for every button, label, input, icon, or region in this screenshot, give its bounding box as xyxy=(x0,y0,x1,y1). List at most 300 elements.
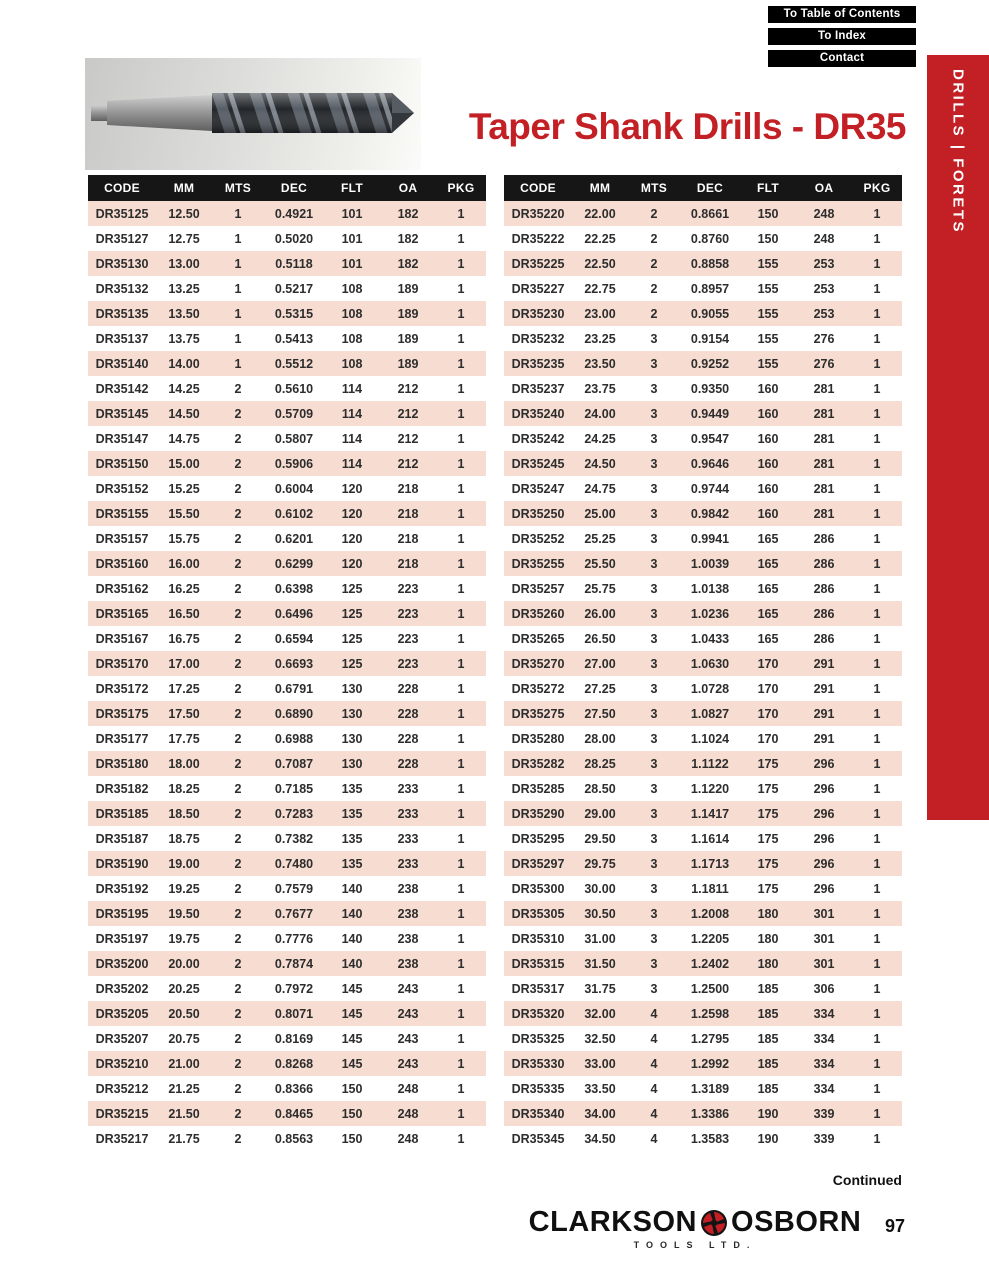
table-cell: 1 xyxy=(436,776,486,801)
table-cell: 1 xyxy=(436,301,486,326)
table-cell: 339 xyxy=(796,1101,852,1126)
table-row xyxy=(88,301,486,326)
table-cell: DR35237 xyxy=(504,376,572,401)
table-cell: 12.75 xyxy=(156,226,212,251)
table-cell: 1 xyxy=(852,1001,902,1026)
column-header: FLT xyxy=(740,175,796,201)
table-cell: 1 xyxy=(436,401,486,426)
table-cell: 296 xyxy=(796,776,852,801)
table-cell: 185 xyxy=(740,1001,796,1026)
table-cell: 1 xyxy=(212,326,264,351)
table-cell: 14.75 xyxy=(156,426,212,451)
table-row xyxy=(88,926,486,951)
table-cell: 18.00 xyxy=(156,751,212,776)
table-cell: 1 xyxy=(212,276,264,301)
table-cell: 1 xyxy=(436,626,486,651)
table-cell: 1 xyxy=(436,276,486,301)
table-row xyxy=(504,301,902,326)
table-row xyxy=(88,401,486,426)
table-cell: 334 xyxy=(796,1076,852,1101)
table-cell: 182 xyxy=(380,226,436,251)
table-row xyxy=(504,326,902,351)
nav-table-of-contents-button[interactable]: To Table of Contents xyxy=(767,5,917,24)
table-cell: 223 xyxy=(380,576,436,601)
table-cell: 3 xyxy=(628,401,680,426)
table-cell: 33.50 xyxy=(572,1076,628,1101)
table-cell: 125 xyxy=(324,576,380,601)
table-row xyxy=(504,901,902,926)
table-cell: 233 xyxy=(380,851,436,876)
table-cell: 170 xyxy=(740,676,796,701)
table-cell: 2 xyxy=(212,451,264,476)
table-cell: 114 xyxy=(324,401,380,426)
table-row xyxy=(504,976,902,1001)
table-cell: 15.00 xyxy=(156,451,212,476)
table-cell: DR35180 xyxy=(88,751,156,776)
table-cell: 0.5217 xyxy=(264,276,324,301)
table-cell: 0.6004 xyxy=(264,476,324,501)
table-cell: 0.6102 xyxy=(264,501,324,526)
table-cell: 160 xyxy=(740,451,796,476)
table-cell: 23.00 xyxy=(572,301,628,326)
table-row xyxy=(504,251,902,276)
table-cell: 170 xyxy=(740,701,796,726)
table-cell: 120 xyxy=(324,526,380,551)
table-cell: 253 xyxy=(796,276,852,301)
table-cell: 4 xyxy=(628,1126,680,1151)
table-cell: 2 xyxy=(628,201,680,226)
table-cell: 189 xyxy=(380,351,436,376)
table-cell: 1.3189 xyxy=(680,1076,740,1101)
table-cell: DR35317 xyxy=(504,976,572,1001)
table-row xyxy=(504,1001,902,1026)
table-cell: 1.0138 xyxy=(680,576,740,601)
table-cell: 1 xyxy=(436,251,486,276)
table-cell: 1 xyxy=(852,951,902,976)
table-cell: 155 xyxy=(740,251,796,276)
table-cell: 34.50 xyxy=(572,1126,628,1151)
table-cell: 145 xyxy=(324,1001,380,1026)
table-cell: 2 xyxy=(628,276,680,301)
table-row xyxy=(504,501,902,526)
table-cell: DR35160 xyxy=(88,551,156,576)
table-cell: 1 xyxy=(436,451,486,476)
table-cell: 0.6594 xyxy=(264,626,324,651)
table-cell: 0.9252 xyxy=(680,351,740,376)
table-cell: 13.25 xyxy=(156,276,212,301)
table-body-right xyxy=(504,201,902,1151)
table-cell: 2 xyxy=(628,301,680,326)
table-cell: DR35305 xyxy=(504,901,572,926)
table-cell: 296 xyxy=(796,826,852,851)
table-cell: 22.25 xyxy=(572,226,628,251)
table-cell: 1 xyxy=(436,601,486,626)
table-cell: 0.7480 xyxy=(264,851,324,876)
table-cell: 2 xyxy=(212,951,264,976)
table-cell: 0.6988 xyxy=(264,726,324,751)
table-row xyxy=(504,801,902,826)
table-cell: 23.50 xyxy=(572,351,628,376)
table-cell: DR35225 xyxy=(504,251,572,276)
table-cell: 155 xyxy=(740,351,796,376)
table-cell: DR35260 xyxy=(504,601,572,626)
table-cell: DR35275 xyxy=(504,701,572,726)
table-row xyxy=(88,251,486,276)
table-cell: 1 xyxy=(436,926,486,951)
table-cell: 2 xyxy=(212,576,264,601)
table-cell: 32.00 xyxy=(572,1001,628,1026)
table-cell: 23.75 xyxy=(572,376,628,401)
table-row xyxy=(88,526,486,551)
table-cell: 1.1122 xyxy=(680,751,740,776)
table-cell: 160 xyxy=(740,476,796,501)
table-cell: 248 xyxy=(796,201,852,226)
table-cell: 2 xyxy=(212,501,264,526)
table-cell: 0.9055 xyxy=(680,301,740,326)
table-cell: 0.8169 xyxy=(264,1026,324,1051)
table-cell: 2 xyxy=(212,726,264,751)
table-cell: 218 xyxy=(380,476,436,501)
table-row xyxy=(88,1001,486,1026)
table-cell: 4 xyxy=(628,1001,680,1026)
table-cell: 1.2598 xyxy=(680,1001,740,1026)
table-cell: 1 xyxy=(852,476,902,501)
table-cell: 3 xyxy=(628,951,680,976)
table-row xyxy=(88,826,486,851)
table-cell: DR35280 xyxy=(504,726,572,751)
table-cell: 1.2795 xyxy=(680,1026,740,1051)
table-cell: 228 xyxy=(380,726,436,751)
table-cell: 3 xyxy=(628,976,680,1001)
table-cell: 13.50 xyxy=(156,301,212,326)
column-header: PKG xyxy=(852,175,902,201)
table-cell: 28.50 xyxy=(572,776,628,801)
table-cell: 3 xyxy=(628,501,680,526)
table-cell: 1 xyxy=(852,876,902,901)
table-cell: 1 xyxy=(436,701,486,726)
table-row xyxy=(504,526,902,551)
table-cell: 21.50 xyxy=(156,1101,212,1126)
table-row xyxy=(504,826,902,851)
table-cell: DR35195 xyxy=(88,901,156,926)
table-cell: DR35177 xyxy=(88,726,156,751)
table-cell: 24.75 xyxy=(572,476,628,501)
table-cell: 1 xyxy=(436,1001,486,1026)
table-row xyxy=(88,951,486,976)
table-cell: 248 xyxy=(380,1076,436,1101)
table-cell: DR35167 xyxy=(88,626,156,651)
table-cell: 1 xyxy=(852,551,902,576)
table-cell: 281 xyxy=(796,501,852,526)
table-row xyxy=(504,701,902,726)
table-cell: 3 xyxy=(628,626,680,651)
table-row xyxy=(504,451,902,476)
table-row xyxy=(504,601,902,626)
table-cell: 1.2992 xyxy=(680,1051,740,1076)
table-cell: 1 xyxy=(436,901,486,926)
table-cell: 3 xyxy=(628,551,680,576)
table-cell: 2 xyxy=(212,776,264,801)
table-cell: 15.25 xyxy=(156,476,212,501)
table-cell: 1.2205 xyxy=(680,926,740,951)
table-cell: DR35185 xyxy=(88,801,156,826)
table-cell: 135 xyxy=(324,801,380,826)
table-cell: 1 xyxy=(852,451,902,476)
table-cell: 22.00 xyxy=(572,201,628,226)
table-cell: 2 xyxy=(212,801,264,826)
table-cell: 1 xyxy=(436,1101,486,1126)
table-cell: DR35187 xyxy=(88,826,156,851)
table-cell: 17.00 xyxy=(156,651,212,676)
table-cell: 281 xyxy=(796,451,852,476)
table-cell: DR35330 xyxy=(504,1051,572,1076)
table-cell: 182 xyxy=(380,251,436,276)
table-cell: 114 xyxy=(324,376,380,401)
table-cell: 223 xyxy=(380,601,436,626)
table-cell: 15.50 xyxy=(156,501,212,526)
table-cell: DR35257 xyxy=(504,576,572,601)
table-cell: DR35325 xyxy=(504,1026,572,1051)
table-cell: 248 xyxy=(380,1126,436,1151)
table-row xyxy=(504,551,902,576)
table-cell: 1.2402 xyxy=(680,951,740,976)
table-cell: 28.00 xyxy=(572,726,628,751)
table-cell: 1 xyxy=(436,876,486,901)
table-cell: 101 xyxy=(324,251,380,276)
table-cell: 21.00 xyxy=(156,1051,212,1076)
table-cell: 276 xyxy=(796,326,852,351)
table-cell: DR35232 xyxy=(504,326,572,351)
table-cell: DR35172 xyxy=(88,676,156,701)
table-row xyxy=(88,1026,486,1051)
table-cell: 20.75 xyxy=(156,1026,212,1051)
sidebar-section-label: DRILLS | FORETS xyxy=(949,69,967,235)
table-cell: DR35217 xyxy=(88,1126,156,1151)
table-cell: 212 xyxy=(380,376,436,401)
table-cell: 165 xyxy=(740,551,796,576)
table-cell: 1 xyxy=(852,201,902,226)
table-cell: 145 xyxy=(324,1026,380,1051)
table-cell: DR35207 xyxy=(88,1026,156,1051)
table-cell: 2 xyxy=(212,751,264,776)
table-row xyxy=(504,651,902,676)
table-cell: 1 xyxy=(852,701,902,726)
table-cell: DR35247 xyxy=(504,476,572,501)
table-cell: 140 xyxy=(324,926,380,951)
table-cell: 0.8957 xyxy=(680,276,740,301)
table-cell: DR35320 xyxy=(504,1001,572,1026)
taper-shank-drill-illustration xyxy=(90,68,416,160)
table-cell: 0.9547 xyxy=(680,426,740,451)
table-row xyxy=(88,426,486,451)
table-cell: 2 xyxy=(212,851,264,876)
table-cell: 20.25 xyxy=(156,976,212,1001)
table-cell: 19.75 xyxy=(156,926,212,951)
table-cell: 130 xyxy=(324,726,380,751)
table-cell: DR35135 xyxy=(88,301,156,326)
table-cell: 3 xyxy=(628,676,680,701)
nav-index-button[interactable]: To Index xyxy=(767,27,917,46)
table-cell: 2 xyxy=(212,926,264,951)
table-cell: 31.50 xyxy=(572,951,628,976)
table-cell: 3 xyxy=(628,926,680,951)
table-cell: 190 xyxy=(740,1101,796,1126)
table-cell: 1 xyxy=(436,751,486,776)
table-cell: 108 xyxy=(324,351,380,376)
table-cell: 296 xyxy=(796,801,852,826)
table-cell: 1 xyxy=(852,576,902,601)
table-cell: DR35335 xyxy=(504,1076,572,1101)
table-cell: 26.00 xyxy=(572,601,628,626)
table-cell: 1.0728 xyxy=(680,676,740,701)
table-row xyxy=(88,701,486,726)
table-cell: DR35130 xyxy=(88,251,156,276)
table-cell: DR35270 xyxy=(504,651,572,676)
table-row xyxy=(504,676,902,701)
table-header-row xyxy=(504,175,902,201)
table-cell: 16.50 xyxy=(156,601,212,626)
table-cell: 14.25 xyxy=(156,376,212,401)
table-cell: 20.50 xyxy=(156,1001,212,1026)
column-header: MM xyxy=(156,175,212,201)
table-row xyxy=(504,1076,902,1101)
table-cell: 238 xyxy=(380,926,436,951)
table-cell: 101 xyxy=(324,201,380,226)
table-row xyxy=(504,876,902,901)
table-cell: 0.5807 xyxy=(264,426,324,451)
table-cell: 1.0039 xyxy=(680,551,740,576)
table-cell: 243 xyxy=(380,976,436,1001)
brand-name-clarkson: CLARKSON xyxy=(528,1206,698,1238)
table-cell: 0.7972 xyxy=(264,976,324,1001)
table-cell: 180 xyxy=(740,951,796,976)
table-cell: 0.9449 xyxy=(680,401,740,426)
table-cell: DR35300 xyxy=(504,876,572,901)
table-cell: 175 xyxy=(740,826,796,851)
table-cell: 286 xyxy=(796,601,852,626)
table-cell: 1 xyxy=(852,1101,902,1126)
table-cell: 28.25 xyxy=(572,751,628,776)
table-cell: 2 xyxy=(212,626,264,651)
table-cell: 29.50 xyxy=(572,826,628,851)
table-cell: 0.6299 xyxy=(264,551,324,576)
table-cell: DR35215 xyxy=(88,1101,156,1126)
table-cell: 0.5709 xyxy=(264,401,324,426)
table-cell: 114 xyxy=(324,451,380,476)
table-cell: 19.00 xyxy=(156,851,212,876)
table-cell: 3 xyxy=(628,426,680,451)
table-cell: DR35197 xyxy=(88,926,156,951)
table-cell: 26.50 xyxy=(572,626,628,651)
table-cell: 286 xyxy=(796,551,852,576)
table-cell: 182 xyxy=(380,201,436,226)
table-cell: 243 xyxy=(380,1026,436,1051)
table-cell: 0.7579 xyxy=(264,876,324,901)
table-cell: 0.5118 xyxy=(264,251,324,276)
table-cell: 18.75 xyxy=(156,826,212,851)
table-cell: 1 xyxy=(436,1051,486,1076)
table-cell: 2 xyxy=(212,901,264,926)
table-cell: 0.9744 xyxy=(680,476,740,501)
table-cell: 1 xyxy=(852,1076,902,1101)
table-cell: 120 xyxy=(324,476,380,501)
table-cell: 3 xyxy=(628,776,680,801)
table-cell: 1 xyxy=(852,976,902,1001)
table-cell: 2 xyxy=(212,1076,264,1101)
table-cell: 150 xyxy=(740,226,796,251)
table-cell: DR35152 xyxy=(88,476,156,501)
table-cell: 30.50 xyxy=(572,901,628,926)
table-cell: 0.7283 xyxy=(264,801,324,826)
table-cell: DR35147 xyxy=(88,426,156,451)
nav-contact-button[interactable]: Contact xyxy=(767,49,917,68)
table-cell: 1 xyxy=(852,351,902,376)
table-row xyxy=(88,276,486,301)
table-cell: 0.7776 xyxy=(264,926,324,951)
table-cell: DR35150 xyxy=(88,451,156,476)
table-cell: 1.3386 xyxy=(680,1101,740,1126)
table-cell: 32.50 xyxy=(572,1026,628,1051)
table-cell: 25.00 xyxy=(572,501,628,526)
table-cell: 155 xyxy=(740,326,796,351)
table-cell: 3 xyxy=(628,476,680,501)
table-cell: 1 xyxy=(436,551,486,576)
table-cell: DR35210 xyxy=(88,1051,156,1076)
table-cell: 24.50 xyxy=(572,451,628,476)
table-cell: DR35137 xyxy=(88,326,156,351)
table-cell: 2 xyxy=(212,476,264,501)
table-cell: 135 xyxy=(324,851,380,876)
table-cell: 25.75 xyxy=(572,576,628,601)
table-cell: 165 xyxy=(740,601,796,626)
table-cell: 1 xyxy=(212,301,264,326)
table-cell: 135 xyxy=(324,776,380,801)
table-cell: 1 xyxy=(852,526,902,551)
table-cell: DR35175 xyxy=(88,701,156,726)
table-cell: 108 xyxy=(324,301,380,326)
table-cell: 1.1417 xyxy=(680,801,740,826)
table-cell: DR35205 xyxy=(88,1001,156,1026)
column-header: MTS xyxy=(628,175,680,201)
table-cell: 218 xyxy=(380,551,436,576)
table-cell: 125 xyxy=(324,626,380,651)
table-cell: 0.8858 xyxy=(680,251,740,276)
top-nav xyxy=(767,5,917,68)
table-cell: 1 xyxy=(852,1051,902,1076)
drill-photo xyxy=(85,58,421,170)
table-cell: 30.00 xyxy=(572,876,628,901)
table-cell: 21.75 xyxy=(156,1126,212,1151)
table-cell: 4 xyxy=(628,1076,680,1101)
table-cell: 1 xyxy=(436,1026,486,1051)
table-row xyxy=(88,351,486,376)
table-cell: 291 xyxy=(796,726,852,751)
table-cell: 3 xyxy=(628,451,680,476)
table-cell: 238 xyxy=(380,951,436,976)
table-cell: 218 xyxy=(380,526,436,551)
table-cell: 0.8071 xyxy=(264,1001,324,1026)
table-cell: 24.00 xyxy=(572,401,628,426)
table-cell: 33.00 xyxy=(572,1051,628,1076)
table-cell: DR35250 xyxy=(504,501,572,526)
table-cell: 2 xyxy=(628,226,680,251)
table-cell: 301 xyxy=(796,926,852,951)
table-cell: 1 xyxy=(212,201,264,226)
table-cell: DR35142 xyxy=(88,376,156,401)
table-row xyxy=(504,226,902,251)
table-cell: 276 xyxy=(796,351,852,376)
table-cell: 13.75 xyxy=(156,326,212,351)
